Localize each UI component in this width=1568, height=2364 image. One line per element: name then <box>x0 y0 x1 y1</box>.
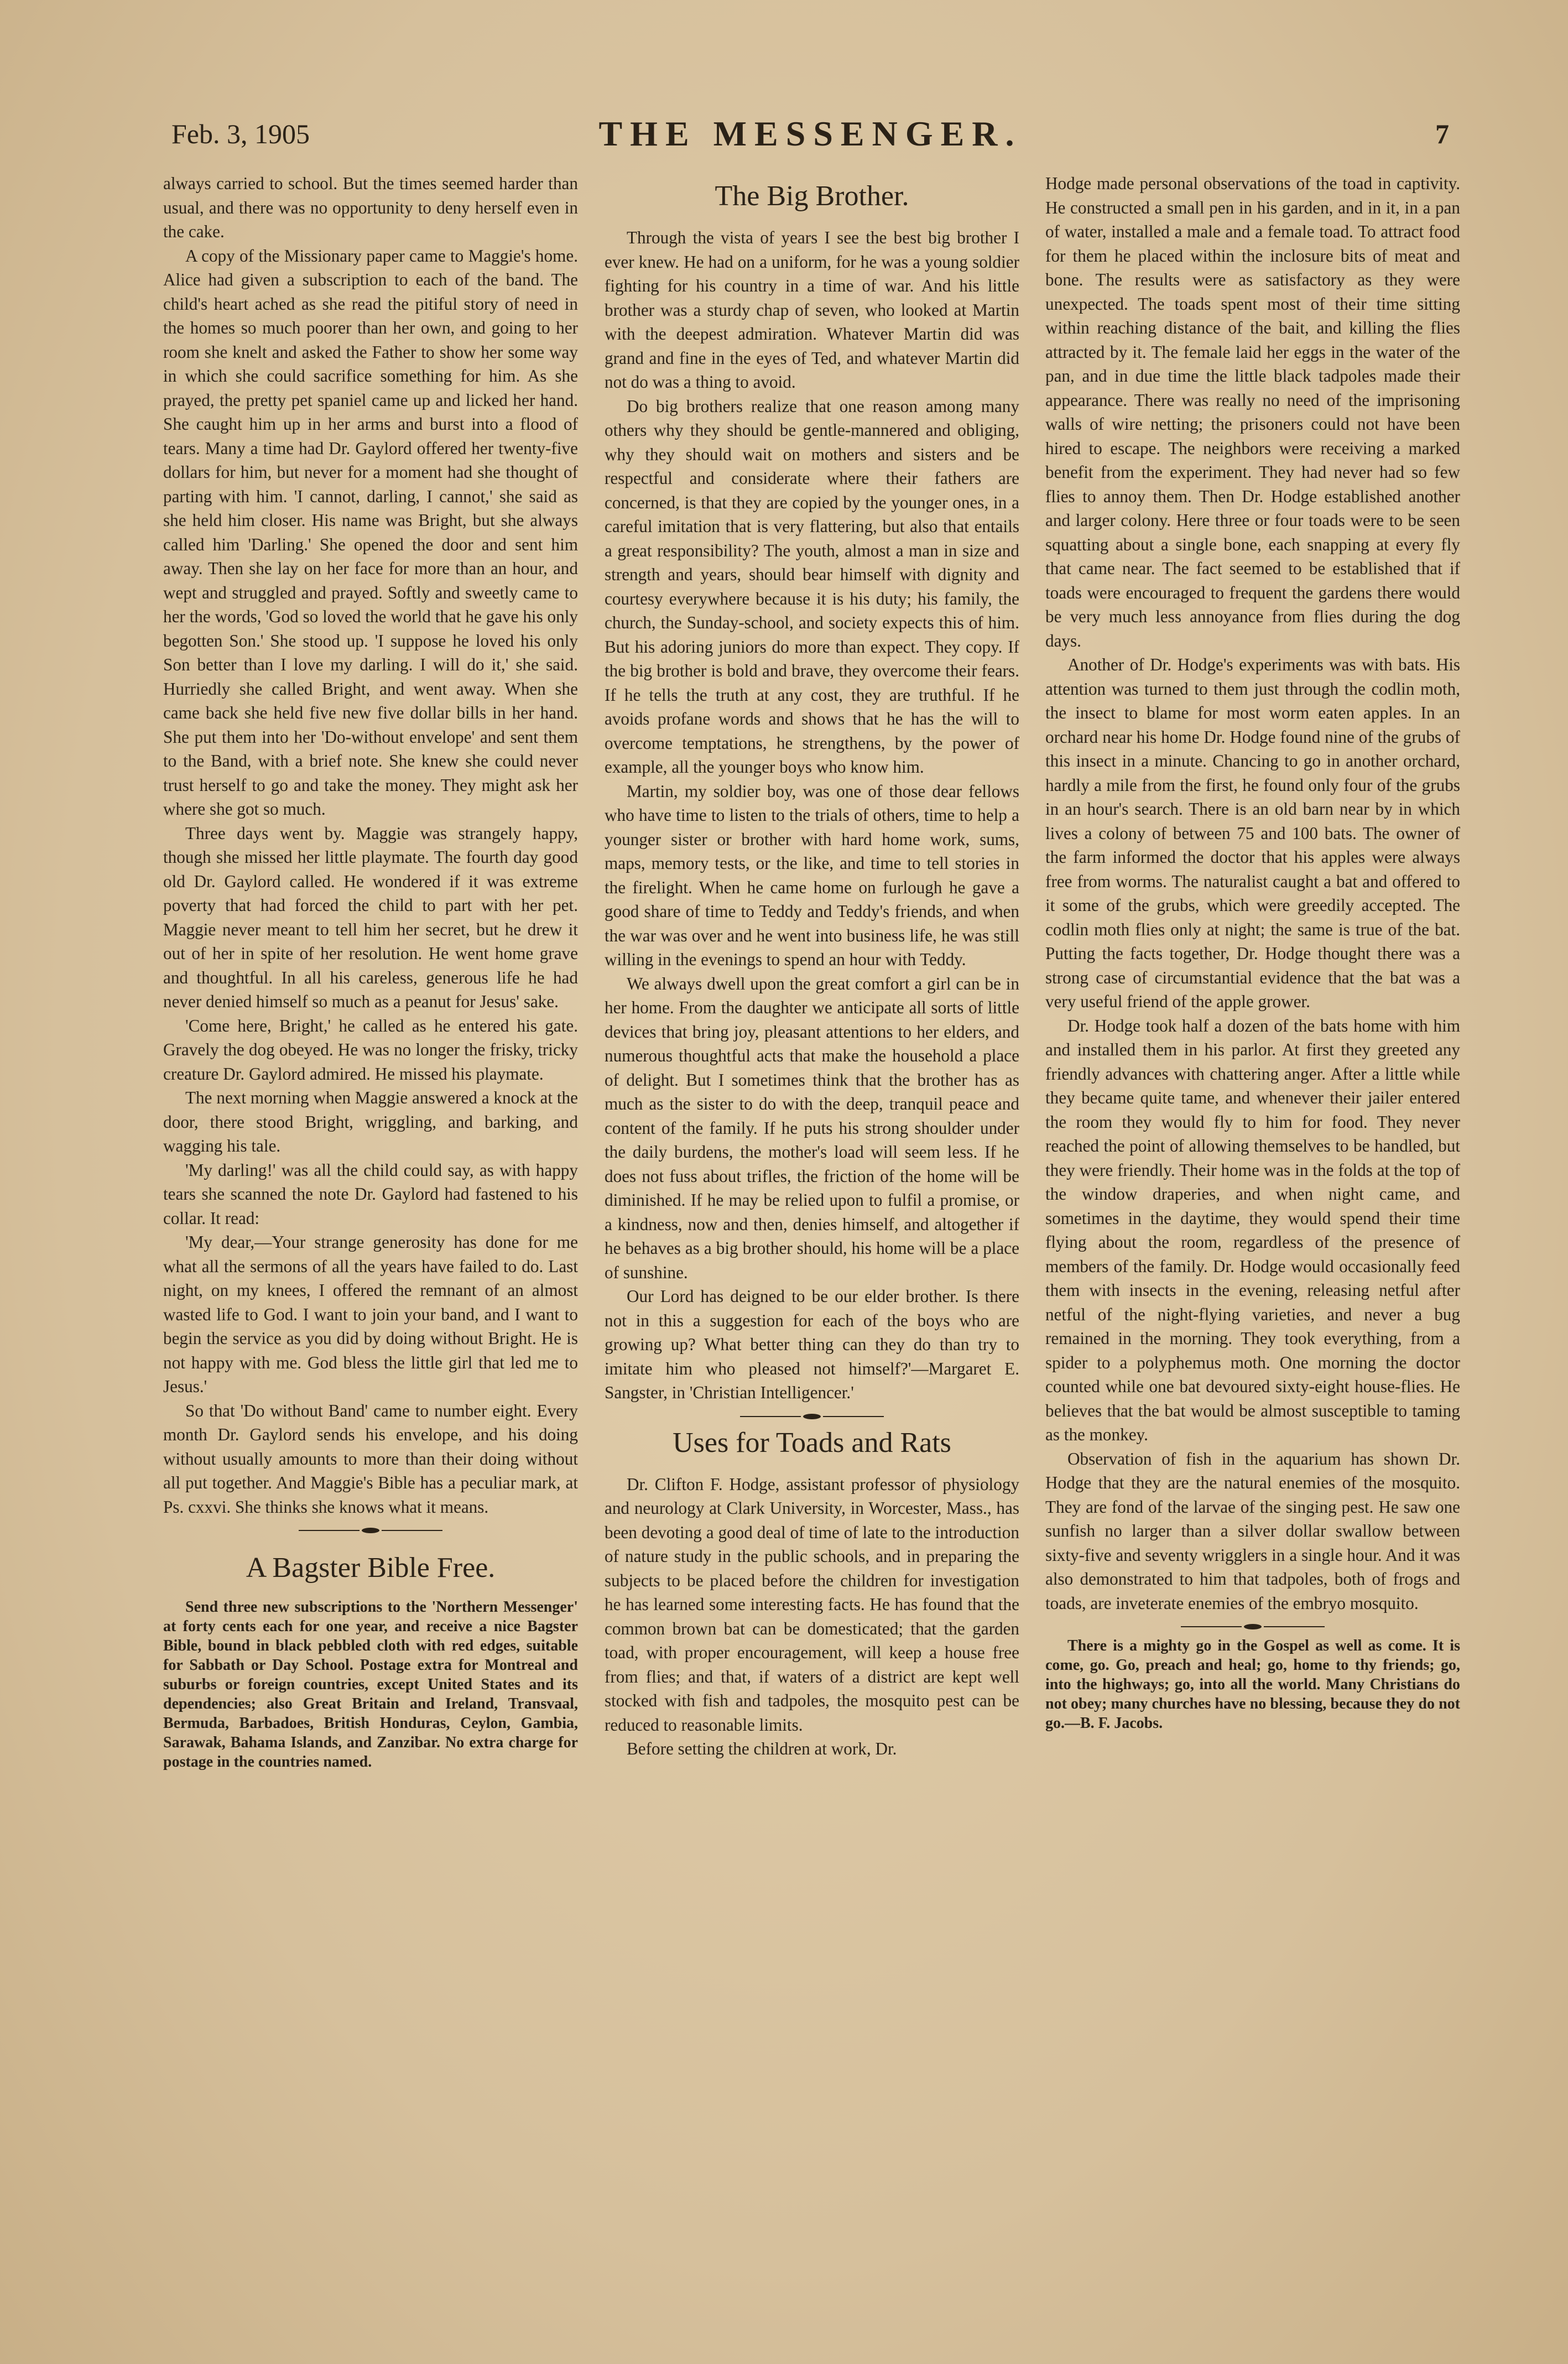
column-1 <box>163 171 578 2262</box>
article-paragraph: Before setting the children at work, Dr. <box>627 1739 897 1758</box>
subscription-notice: Send three new subscriptions to the 'Northern Messenger' at forty cents each for one year, and receive a nice Bagster Bible, bound in black pebbled cloth with red edges, suitable for Sabbath or Day School. Postage extra for Montreal and suburbs or foreign countries, except United States and its dependencies; also Great Britain and Ireland, Transvaal, Bermuda, Barbadoes, British Honduras, Ceylon, Gambia, Sarawak, Bahama Islands, and Zanzibar. No extra charge for postage in the countries named. <box>163 1598 578 1771</box>
article-paragraph: Hodge made personal observations of the toad in captivity. He constructed a small pen in his garden, and in it, in a pan of water, installed a male and a female toad. To attract food for them he placed within the inclosure bits of meat and bone. The results were as satisfactory as they were unexpected. The toads spent most of their time sitting within reaching distance of the bait, and killing the flies attracted by it. The female laid her eggs in the water of the pan, and in due time the little black tadpoles made their appearance. There was really no need of the imprisoning walls of wire netting; the prisoners could not have been hired to escape. The neighbors were receiving a marked benefit from the experiment. They had never had so few flies to annoy them. Then Dr. Hodge established another and larger colony. Here three or four toads were to be seen squatting about a single bone, each snapping at every fly that came near. The fact seemed to be established that if toads were encouraged to frequent the gardens there would be very much less annoyance from flies during the dog days. <box>1045 174 1460 650</box>
page-header <box>171 113 1449 163</box>
masthead-title: THE MESSENGER. <box>598 114 1022 153</box>
column-2 <box>605 171 1019 2262</box>
ornamental-divider <box>1181 1623 1325 1631</box>
article-paragraph: A copy of the Missionary paper came to Maggie's home. Alice had given a subscription to each of the band. The child's heart ached as she read the pitiful story of need in the homes so much poorer than her own, and going to her room she knelt and asked the Father to show her some way in which she could sacrifice something for him. As she prayed, the pretty pet spaniel came up and licked her hand. She caught him up in her arms and burst into a flood of tears. Many a time had Dr. Gaylord offered her twenty-five dollars for him, but never for a moment had she thought of parting with him. 'I cannot, darling, I cannot,' she said as she held him closer. His name was Bright, but she always called him 'Darling.' She opened the door and sent him away. Then she lay on her face for more than an hour, and wept and struggled and prayed. Softly and sweetly came to her the words, 'God so loved the world that he gave his only begotten Son.' She stood up. 'I suppose he loved his only Son better than I love my darling. I will do it,' she said. Hurriedly she called Bright, and went away. When she came back she held five new five dollar bills in her hand. She put them into her 'Do-without envelope' and sent them to the Band, with a brief note. She knew she could never trust herself to go and take the money. They might ask her where she got so much. <box>163 246 578 819</box>
article-paragraph: Another of Dr. Hodge's experiments was with bats. His attention was turned to them just through the codlin moth, the insect to blame for most worm eaten apples. In an orchard near his home Dr. Hodge found nine of the grubs of this insect in a minute. Chancing to go in another orchard, hardly a mile from the first, he found only four of the grubs in an hour's search. There is an old barn near by in which lives a colony of between 75 and 100 bats. The owner of the farm informed the doctor that his apples were always free from worms. The naturalist caught a bat and offered to it some of the grubs, which were greedily accepted. The codlin moth flies only at night; the same is true of the bat. Putting the facts together, Dr. Hodge thought there was a strong case of circumstantial evidence that the bat was a very useful friend of the apple grower. <box>1045 655 1460 1011</box>
headline-bagster-bible: A Bagster Bible Free. <box>246 1552 496 1584</box>
article-paragraph: 'Come here, Bright,' he called as he entered his gate. Gravely the dog obeyed. He was no longer the frisky, tricky creature Dr. Gaylord admired. He missed his playmate. <box>163 1016 578 1084</box>
ornamental-divider <box>740 1413 884 1420</box>
article-paragraph: Dr. Clifton F. Hodge, assistant professor of physiology and neurology at Clark University, in Worcester, Mass., has been devoting a good deal of time of late to the introduction of nature study in the public schools, and in preparing the subjects to be placed before the children for investigation he has learned some interesting facts. He has found that the common brown bat can be domesticated; that the garden toad, with proper encouragement, will keep a house free from flies; and that, if waters of a district are kept well stocked with fish and tadpoles, the mosquito pest can be reduced to reasonable limits. <box>605 1474 1019 1735</box>
article-paragraph: The next morning when Maggie answered a knock at the door, there stood Bright, wriggling, and barking, and wagging his tale. <box>163 1088 578 1155</box>
article-paragraph: We always dwell upon the great comfort a girl can be in her home. From the daughter we anticipate all sorts of little devices that bring joy, pleasant attentions to her elders, and numerous thoughtful acts that make the household a place of delight. But I sometimes think that the brother has as much as the sister to do with the deep, tranquil peace and content of the family. If he puts his strong shoulder under the daily burdens, the mother's load will seem less. If he does not fuss about trifles, the friction of the home will be diminished. If he may be relied upon to fulfil a promise, or a kindness, now and then, denies himself, and altogether if he behaves as a big brother should, his home will be a place of sunshine. <box>605 973 1019 1282</box>
article-paragraph: Dr. Hodge took half a dozen of the bats home with him and installed them in his parlor. At first they greeted any friendly advances with chattering anger. After a little while they became quite tame, and whenever their jailer entered the room they would fly to him for food. They never reached the point of allowing themselves to be handled, but they were friendly. Their home was in the folds at the top of the window draperies, and when night came, and sometimes in the daytime, they would spend their time flying about the room, regardless of the presence of members of the family. Dr. Hodge would occasionally feed them with insects in the evening, releasing netful after netful of the night-flying varieties, and never a bug remained in the morning. They took everything, from a spider to a polyphemus moth. One morning the doctor counted while one bat devoured sixty-eight house-flies. He believes that the bat would be almost susceptible to taming as the monkey. <box>1045 1016 1460 1444</box>
article-paragraph: Our Lord has deigned to be our elder brother. Is there not in this a suggestion for each of the boys who are growing up? What better thing can they do than try to imitate him who pleased not himself?'—Margaret E. Sangster, in 'Christian Intelligencer.' <box>605 1287 1019 1402</box>
issue-date: Feb. 3, 1905 <box>171 118 310 149</box>
article-paragraph: always carried to school. But the times seemed harder than usual, and there was no opportunity to deny herself even in the cake. <box>163 174 578 241</box>
page-number: 7 <box>1435 118 1449 149</box>
article-paragraph: So that 'Do without Band' came to number eight. Every month Dr. Gaylord sends his envelope, and his doing without usually amounts to more than their doing without all put together. And Maggie's Bible has a peculiar mark, at Ps. cxxvi. She thinks she knows what it means. <box>163 1400 578 1517</box>
headline-big-brother: The Big Brother. <box>715 180 909 212</box>
gospel-quote: There is a mighty go in the Gospel as well as come. It is come, go. Go, preach and heal; go, home to thy friends; go, into the highways; go, into all the world. Many Christians do not obey; many churches have no blessing, because they do not go.—B. F. Jacobs. <box>1045 1637 1460 1732</box>
article-paragraph: Martin, my soldier boy, was one of those dear fellows who have time to listen to the trials of others, time to help a younger sister or brother with hard home work, sums, maps, memory tests, or the like, and time to tell stories in the firelight. When he came home on furlough he gave a good share of time to Teddy and Teddy's friends, and when the war was over and he went into business life, he was still willing in the evenings to spend an hour with Teddy. <box>605 781 1019 969</box>
ornamental-divider <box>299 1527 442 1534</box>
article-paragraph: Do big brothers realize that one reason among many others why they should be gentle-mannered and obliging, why they should wait on mothers and sisters and be respectful and considerate where their fathers are concerned, is that they are copied by the younger ones, in a careful imitation that is very flattering, but also that entails a great responsibility? The youth, almost a man in size and strength and years, should bear himself with dignity and courtesy everywhere because it is his duty; his family, the church, the Sunday-school, and society expects this of him. But his adoring juniors do more than expect. They copy. If the big brother is bold and brave, they overcome their fears. If he tells the truth at any cost, they are truthful. If he avoids profane words and shows that he has the will to overcome temptations, he strengthens, by the power of example, all the younger boys who know him. <box>605 396 1019 777</box>
column-3 <box>1045 171 1460 2262</box>
headline-toads-and-rats: Uses for Toads and Rats <box>673 1426 951 1459</box>
article-paragraph: 'My dear,—Your strange generosity has done for me what all the sermons of all the years have failed to do. Last night, on my knees, I offered the remnant of an almost wasted life to God. I want to join your band, and I want to begin the service as you did by doing without Bright. He is not happy with me. God bless the little girl that led me to Jesus.' <box>163 1232 578 1396</box>
article-paragraph: Observation of fish in the aquarium has shown Dr. Hodge that they are the natural enemies of the mosquito. They are fond of the larvae of the singing pest. He saw one sunfish no larger than a silver dollar swallow between sixty-five and seventy wrigglers in a single hour. And it was also demonstrated to him that tadpoles, both of frogs and toads, are inveterate enemies of the embryo mosquito. <box>1045 1449 1460 1613</box>
article-paragraph: 'My darling!' was all the child could say, as with happy tears she scanned the note Dr. Gaylord had fastened to his collar. It read: <box>163 1160 578 1228</box>
article-paragraph: Through the vista of years I see the best big brother I ever knew. He had on a uniform, for he was a young soldier fighting for his country in a time of war. And his little brother was a sturdy chap of seven, who looked at Martin with the deepest admiration. Whatever Martin did was grand and fine in the eyes of Ted, and whatever Martin did not do was a thing to avoid. <box>605 228 1019 392</box>
article-paragraph: Three days went by. Maggie was strangely happy, though she missed her little playmate. The fourth day good old Dr. Gaylord called. He wondered if it was extreme poverty that had forced the child to part with her pet. Maggie never meant to tell him her secret, but he drew it out of her in spite of her resolution. He went home grave and thoughtful. In all his careless, generous life he had never denied himself so much as a peanut for Jesus' sake. <box>163 823 578 1011</box>
